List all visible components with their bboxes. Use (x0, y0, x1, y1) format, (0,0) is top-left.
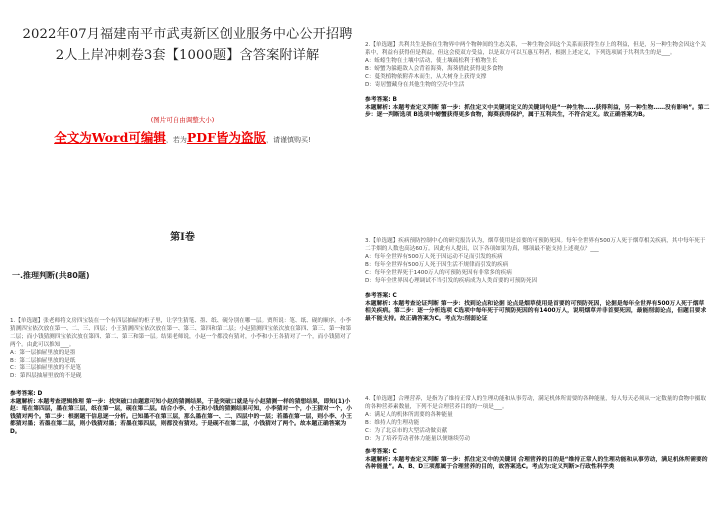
answer-analysis: 本题解析: 本题考查定义判断 第一步：抓住定义中关键词定义的关键词句是“一种生物……获得利益，另一种生物……没有影响”。第二步：逐一判断选项 B选项中螃蟹获得更多食物，海葵获得保护，属于互利共生，不符合定义。故正确答案为B。 (365, 104, 710, 119)
format-notice (10, 128, 355, 146)
image-resize-note: (图片可自由调整大小) (150, 116, 215, 124)
option-b: B：维持人的生理功能 (365, 419, 420, 426)
right-column (365, 0, 710, 508)
answer-analysis: 本题解析: 本题考查论证判断 第一步：找到论点和论据 论点是烟草使用是首要的可预防死因，论据是每年全世界有500万人死于烟草相关疾病。第二步：逐一分析选项 C选项中每年死于可预防死因的有1400万人，说明烟草并非首要死因，最能削弱论点，但题目要求最不能支持。故正确答案为C。考点为:削弱论证 (365, 300, 707, 322)
option-d: D：每年全世界因心理调试不当引发的疾病成为人类首要的可预防死因 (365, 277, 538, 284)
question-stem: 3.【单选题】疾病预防控制中心的研究报告认为，烟草使用是首要的可预防死因。每年全世界有500万人死于烟草相关疾病，其中每年死于二手烟的人数也高达60万。因此有人提出，以下各项如果为真，哪项最不能支持上述观点？___ (365, 238, 706, 252)
left-column (10, 0, 355, 508)
answer-analysis: 本题解析: 本题考查定义判断 第一步：抓住定义中的关键词 合理营养的目的是“维持正常人的生理功能和从事劳动，满足机体所需要的各种能量”。A、B、D三项都属于合理营养的目的，故答案选C。考点为:定义判断>行政性科学类 (365, 456, 708, 471)
option-a: A：蚯蚓生物在土壤中活动，使土壤疏松利于植物生长 (365, 57, 498, 64)
question-1 (10, 318, 355, 436)
option-a: A：第一层抽屉里放的是墨 (10, 349, 76, 356)
section-heading: 一.推理判断(共80题) (12, 271, 90, 280)
option-c: C：第三层抽屉里放的不是笔 (10, 365, 82, 372)
pdf-piracy-notice: PDF皆为盗版 (186, 130, 266, 145)
word-editable-notice: 全文为Word可编辑 (54, 130, 166, 145)
notice-tail: ，请谨慎购买! (266, 136, 311, 144)
option-d: D：第四层抽屉里放的不是砚 (10, 373, 82, 380)
question-3 (365, 238, 710, 323)
option-a: A：每年全世界有500万人死于因运动不足而引发的疾病 (365, 253, 503, 260)
option-d: D：寄居蟹藏身在其他生物的空壳中生活 (365, 81, 465, 88)
question-stem: 4.【单选题】合理营养，是指为了维持正常人的生理功能和从事劳动，满足机体所需要的各种能量，每人每天必须从一定数量的食物中摄取的各种营养素数量，下列不是合理营养目的的一项是___。 (365, 396, 706, 410)
option-d: D：为了培养劳动者体力能量以便继续劳动 (365, 435, 470, 442)
option-c: C：蔓类植物依附乔木而生，从大树身上获得支撑 (365, 73, 487, 80)
document-title: 2022年07月福建南平市武夷新区创业服务中心公开招聘2人上岸冲刺卷3套【1000题】含答案附详解 (22, 27, 353, 63)
question-4 (365, 396, 710, 472)
answer-label: 参考答案: C (365, 293, 397, 300)
option-b: B：第二层抽屉里放的是纸 (10, 357, 76, 364)
option-b: B：螃蟹为躲避敌人会背着海葵，海葵借此获得更多食物 (365, 65, 504, 72)
option-a: A：满足人的机体所需要的各种能量 (365, 411, 453, 418)
answer-analysis: 本题解析: 本题考查逻辑推理 第一步：找突破口由题意可知小赵的猜测结果，于是突破口就是与小赵猜测一样的猜想结果，即知(1)小赵：笔在第四层，墨在第三层，纸在第一层，砚在第二层。结合小李、小王和小钱的猜测结果可知，小李猜对一个，小王猜对一个，小钱猜对两个。第二步：根据题干信息逐一分析。已知墨不在第三层，那么墨在第一、二、四层中的一层；若墨在第一层，则小李、小王都猜对墨；若墨在第二层，则小钱猜对墨；若墨在第四层，则都没有猜对。于是砚不在第二层，小钱猜对了两个。故本题正确答案为D。 (10, 398, 353, 435)
volume-heading: 第I卷 (170, 232, 195, 243)
option-c: C：每年全世界死于1400万人的可预防死因有非常多的疾病 (365, 269, 512, 276)
answer-label: 参考答案: B (365, 97, 397, 104)
answer-label: 参考答案: C (365, 449, 397, 456)
question-2 (365, 42, 710, 120)
answer-label: 参考答案: D (10, 391, 43, 398)
question-stem: 2.【单选题】共利共生是指在生物界中两个物种间的生态关系，一种生物会因这个关系而获得生存上的利益，但是，另一种生物会因这个关系中，利益有获得但是利益，但这会使双方受益，以是双方可以互惠互利者，根据上述定义，下列选项属于共利共生的是___。 (365, 42, 706, 56)
option-c: C：为了北京市的大型活动做贡献 (365, 427, 448, 434)
option-b: B：每年全世界有500万人死于因生活不规律而引发的疾病 (365, 261, 509, 268)
notice-connector: ，若为 (165, 136, 187, 144)
question-stem: 1.【单选题】张老师将文房四宝装在一个有四层抽屉的柜子里，让学生猜笔、墨、纸、砚分别在哪一层。贾所说：笔、纸、砚的顺序。小李猜测四宝依次放在第一、二、三、四层；小王猜测四宝依次放在第一、第三、第四和第二层；小赵猜测四宝依次放在第四、第三、第一和第二层；而小钱猜测四宝依次放在第四、第二、第三和第一层。结果老师说，小赵一个都没有猜对，小李和小王各猜对了一个，而小钱猜对了两个。由此可以推知___。 (10, 318, 352, 348)
